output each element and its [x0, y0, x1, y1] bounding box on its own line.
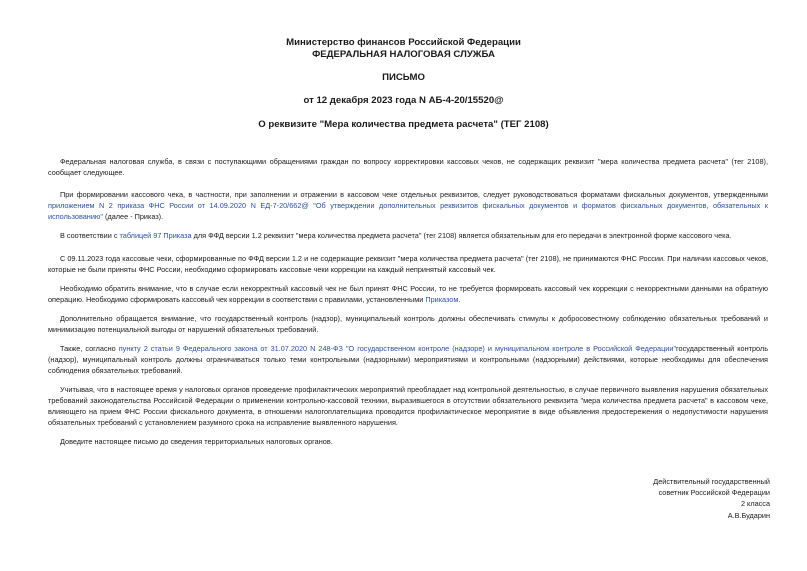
- order-appendix-link[interactable]: приложением N 2 приказа ФНС России от 14.09.2020 N ЕД-7-20/662@ "Об утверждении дополнительных реквизитов фискальных документов и форматов фискальных документов, обязательных к использованию": [48, 201, 768, 221]
- paragraph-7-text-b: государственный контроль (надзор), муниципальный контроль должны ограничиваться только теми контрольными (надзорными) мероприятиями и контрольными (надзорными) действиями, которые необходимы для обеспечения соблюдения обязательных требований.: [48, 344, 768, 375]
- paragraph-1: Федеральная налоговая служба, в связи с поступающими обращениями граждан по вопросу корректировки кассовых чеков, не содержащих реквизит "мера количества предмета расчета" (тег 2108), сообщает следующее.: [48, 157, 768, 177]
- paragraph-3: [48, 230, 768, 241]
- table-97-link[interactable]: таблицей 97 Приказа: [119, 231, 192, 240]
- doc-type-heading: ПИСЬМО: [382, 72, 425, 83]
- signature-name: А.В.Бударин: [727, 511, 770, 520]
- paragraph-7-text-a: Также, согласно: [60, 344, 119, 353]
- doc-number-heading: от 12 декабря 2023 года N АБ-4-20/15520@: [303, 95, 504, 106]
- paragraph-9: Доведите настоящее письмо до сведения территориальных налоговых органов.: [60, 437, 333, 446]
- paragraph-2: [48, 189, 768, 222]
- paragraph-5: [48, 283, 768, 305]
- paragraph-3-text-a: В соответствии с: [60, 231, 120, 240]
- paragraph-5-text-b: .: [458, 295, 461, 304]
- signature-title-line-1: Действительный государственный: [653, 477, 770, 486]
- ministry-heading: Министерство финансов Российской Федерации: [286, 37, 521, 48]
- paragraph-5-text-a: Необходимо обратить внимание, что в случае если некорректный кассовый чек не был принят ФНС России, то не требуется формировать кассовый чек коррекции с некорректными данными на обратную операцию. Необходимо сформировать кассовый чек коррекции в соответствии с правилами, установленными: [48, 284, 768, 304]
- paragraph-8: Учитывая, что в настоящее время у налоговых органов проведение профилактических мероприятий преобладает над контрольной деятельностью, в случае первичного выявления нарушения обязательных требований законодательства Российской Федерации о применении контрольно-кассовой техники, выразившегося в отсутствии обязательного реквизита "мера количества предмета расчета" в кассовом чеке, влияющего на прием ФНС России фискального документа, в отношении налогоплательщика проводится профилактическое мероприятие в виде объявления предостережения о недопустимости нарушения обязательных требований с установлением разумного срока на исправление выявленного нарушения.: [48, 385, 768, 427]
- paragraph-2-text-b: (далее - Приказ).: [102, 212, 164, 221]
- order-link[interactable]: Приказом: [425, 295, 459, 304]
- paragraph-4: С 09.11.2023 года кассовые чеки, сформированные по ФФД версии 1.2 и не содержащие реквизит "мера количества предмета расчета" (тег 2108), не принимаются ФНС России. При наличии кассовых чеков, которые не были приняты ФНС России, необходимо сформировать кассовые чеки коррекции на каждый непринятый кассовый чек.: [48, 254, 768, 274]
- paragraph-7: [48, 343, 768, 376]
- paragraph-3-text-b: для ФФД версии 1.2 реквизит "мера количества предмета расчета" (тег 2108) является обязательным для его передачи в электронной форме кассового чека.: [191, 231, 732, 240]
- doc-title: О реквизите "Мера количества предмета расчета" (ТЕГ 2108): [258, 119, 549, 130]
- federal-law-link[interactable]: пункту 2 статьи 9 Федерального закона от 31.07.2020 N 248-ФЗ "О государственном контроле (надзоре) и муниципальном контроле в Российской Федерации": [118, 344, 677, 353]
- signature-title-line-2: советник Российской Федерации: [658, 488, 770, 497]
- paragraph-6: Дополнительно обращается внимание, что государственный контроль (надзор), муниципальный контроль должны обеспечивать стимулы к добросовестному соблюдению обязательных требований и минимизацию потенциальной выгоды от нарушений обязательных требований.: [48, 314, 768, 334]
- service-heading: ФЕДЕРАЛЬНАЯ НАЛОГОВАЯ СЛУЖБА: [312, 49, 495, 60]
- signature-title-line-3: 2 класса: [740, 499, 770, 508]
- paragraph-2-text-a: При формировании кассового чека, в частности, при заполнении и отражении в кассовом чеке отдельных реквизитов, следует руководствоваться форматами фискальных документов, утвержденными: [60, 190, 768, 199]
